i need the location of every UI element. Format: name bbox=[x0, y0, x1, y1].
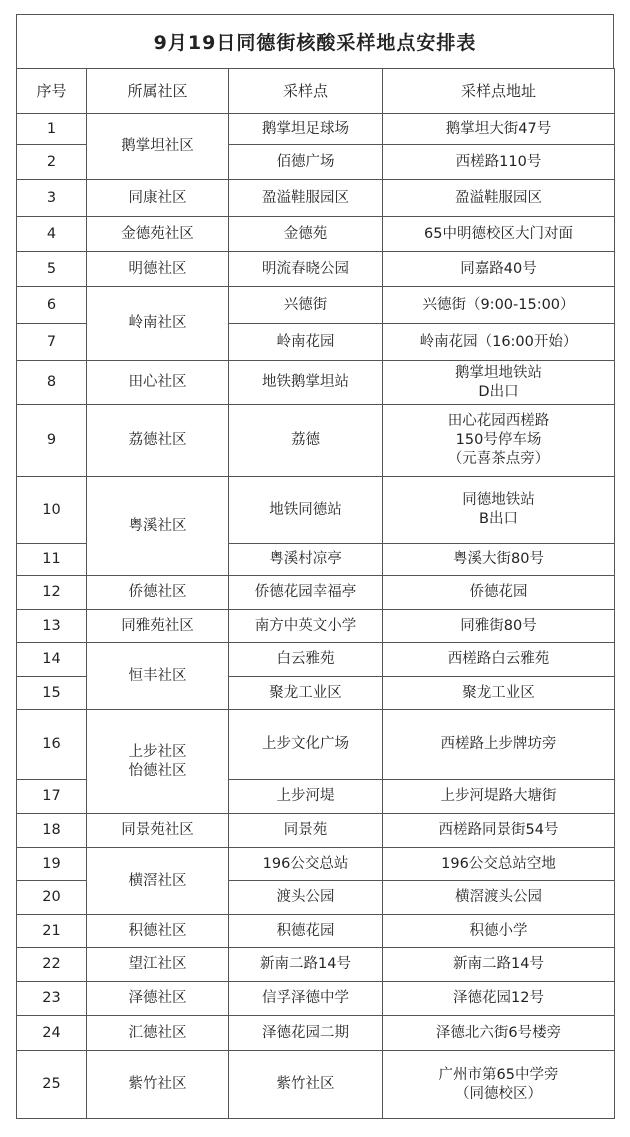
address-cell: 横滘渡头公园 bbox=[383, 881, 615, 915]
row-number: 15 bbox=[17, 677, 87, 710]
community-cell: 金德苑社区 bbox=[87, 217, 229, 252]
site-cell: 白云雅苑 bbox=[229, 643, 383, 677]
row-number: 10 bbox=[17, 477, 87, 544]
site-cell: 侨德花园幸福亭 bbox=[229, 576, 383, 610]
row-number: 3 bbox=[17, 180, 87, 217]
row-number: 2 bbox=[17, 145, 87, 180]
row-number: 6 bbox=[17, 287, 87, 324]
row-number: 18 bbox=[17, 814, 87, 848]
address-cell: 西槎路上步牌坊旁 bbox=[383, 710, 615, 780]
community-cell: 明德社区 bbox=[87, 252, 229, 287]
row-number: 14 bbox=[17, 643, 87, 677]
address-cell: 盈溢鞋服园区 bbox=[383, 180, 615, 217]
site-cell: 信孚泽德中学 bbox=[229, 982, 383, 1016]
address-cell: 兴德街（9:00-15:00） bbox=[383, 287, 615, 324]
table-row bbox=[17, 477, 615, 544]
site-cell: 196公交总站 bbox=[229, 848, 383, 881]
community-cell: 恒丰社区 bbox=[87, 643, 229, 710]
table-row bbox=[17, 180, 615, 217]
address-cell: 泽德花园12号 bbox=[383, 982, 615, 1016]
site-cell: 鹅掌坦足球场 bbox=[229, 114, 383, 145]
address-cell: 广州市第65中学旁 （同德校区） bbox=[383, 1051, 615, 1119]
table-row bbox=[17, 710, 615, 780]
address-cell: 西槎路白云雅苑 bbox=[383, 643, 615, 677]
row-number: 9 bbox=[17, 405, 87, 477]
site-cell: 同景苑 bbox=[229, 814, 383, 848]
row-number: 24 bbox=[17, 1016, 87, 1051]
site-cell: 地铁鹅掌坦站 bbox=[229, 361, 383, 405]
row-number: 5 bbox=[17, 252, 87, 287]
site-cell: 紫竹社区 bbox=[229, 1051, 383, 1119]
site-cell: 渡头公园 bbox=[229, 881, 383, 915]
address-cell: 196公交总站空地 bbox=[383, 848, 615, 881]
address-cell: 粤溪大街80号 bbox=[383, 544, 615, 576]
row-number: 23 bbox=[17, 982, 87, 1016]
site-cell: 明流春晓公园 bbox=[229, 252, 383, 287]
community-cell: 积德社区 bbox=[87, 915, 229, 948]
address-cell: 田心花园西槎路 150号停车场 （元喜茶点旁） bbox=[383, 405, 615, 477]
address-cell: 积德小学 bbox=[383, 915, 615, 948]
header-community: 所属社区 bbox=[87, 69, 229, 114]
site-cell: 兴德街 bbox=[229, 287, 383, 324]
table-row bbox=[17, 576, 615, 610]
community-cell: 鹅掌坦社区 bbox=[87, 114, 229, 180]
address-cell: 泽德北六街6号楼旁 bbox=[383, 1016, 615, 1051]
community-cell: 岭南社区 bbox=[87, 287, 229, 361]
site-cell: 岭南花园 bbox=[229, 324, 383, 361]
site-cell: 新南二路14号 bbox=[229, 948, 383, 982]
header-no: 序号 bbox=[17, 69, 87, 114]
community-cell: 田心社区 bbox=[87, 361, 229, 405]
community-cell: 荔德社区 bbox=[87, 405, 229, 477]
address-cell: 同雅街80号 bbox=[383, 610, 615, 643]
table-row bbox=[17, 252, 615, 287]
table-row bbox=[17, 643, 615, 677]
row-number: 7 bbox=[17, 324, 87, 361]
address-cell: 鹅掌坦地铁站 D出口 bbox=[383, 361, 615, 405]
header-row bbox=[17, 69, 615, 114]
site-cell: 泽德花园二期 bbox=[229, 1016, 383, 1051]
header-address: 采样点地址 bbox=[383, 69, 615, 114]
site-cell: 上步文化广场 bbox=[229, 710, 383, 780]
table-row bbox=[17, 610, 615, 643]
address-cell: 新南二路14号 bbox=[383, 948, 615, 982]
table-row bbox=[17, 114, 615, 145]
row-number: 25 bbox=[17, 1051, 87, 1119]
site-cell: 盈溢鞋服园区 bbox=[229, 180, 383, 217]
community-cell: 同景苑社区 bbox=[87, 814, 229, 848]
community-cell: 同雅苑社区 bbox=[87, 610, 229, 643]
table-row bbox=[17, 948, 615, 982]
row-number: 12 bbox=[17, 576, 87, 610]
row-number: 8 bbox=[17, 361, 87, 405]
table-row bbox=[17, 848, 615, 881]
row-number: 16 bbox=[17, 710, 87, 780]
address-cell: 上步河堤路大塘街 bbox=[383, 780, 615, 814]
table-row bbox=[17, 915, 615, 948]
community-cell: 泽德社区 bbox=[87, 982, 229, 1016]
table-row bbox=[17, 1051, 615, 1119]
site-cell: 积德花园 bbox=[229, 915, 383, 948]
site-cell: 南方中英文小学 bbox=[229, 610, 383, 643]
row-number: 19 bbox=[17, 848, 87, 881]
row-number: 11 bbox=[17, 544, 87, 576]
address-cell: 西槎路110号 bbox=[383, 145, 615, 180]
site-cell: 聚龙工业区 bbox=[229, 677, 383, 710]
address-cell: 侨德花园 bbox=[383, 576, 615, 610]
site-cell: 粤溪村凉亭 bbox=[229, 544, 383, 576]
table-row bbox=[17, 361, 615, 405]
community-cell: 粤溪社区 bbox=[87, 477, 229, 576]
table-title: 9月19日同德街核酸采样地点安排表 bbox=[16, 14, 614, 68]
table-row bbox=[17, 217, 615, 252]
address-cell: 西槎路同景街54号 bbox=[383, 814, 615, 848]
table-row bbox=[17, 405, 615, 477]
community-cell: 汇德社区 bbox=[87, 1016, 229, 1051]
row-number: 20 bbox=[17, 881, 87, 915]
community-cell: 望江社区 bbox=[87, 948, 229, 982]
site-cell: 上步河堤 bbox=[229, 780, 383, 814]
community-cell: 侨德社区 bbox=[87, 576, 229, 610]
row-number: 1 bbox=[17, 114, 87, 145]
community-cell: 横滘社区 bbox=[87, 848, 229, 915]
table-row bbox=[17, 1016, 615, 1051]
site-cell: 金德苑 bbox=[229, 217, 383, 252]
header-site: 采样点 bbox=[229, 69, 383, 114]
row-number: 4 bbox=[17, 217, 87, 252]
table-row bbox=[17, 287, 615, 324]
table-row bbox=[17, 982, 615, 1016]
address-cell: 鹅掌坦大街47号 bbox=[383, 114, 615, 145]
row-number: 22 bbox=[17, 948, 87, 982]
row-number: 13 bbox=[17, 610, 87, 643]
address-cell: 同嘉路40号 bbox=[383, 252, 615, 287]
community-cell: 同康社区 bbox=[87, 180, 229, 217]
row-number: 17 bbox=[17, 780, 87, 814]
sampling-schedule-table bbox=[16, 68, 615, 1119]
address-cell: 65中明德校区大门对面 bbox=[383, 217, 615, 252]
site-cell: 荔德 bbox=[229, 405, 383, 477]
community-cell: 紫竹社区 bbox=[87, 1051, 229, 1119]
address-cell: 岭南花园（16:00开始） bbox=[383, 324, 615, 361]
address-cell: 聚龙工业区 bbox=[383, 677, 615, 710]
address-cell: 同德地铁站 B出口 bbox=[383, 477, 615, 544]
community-cell: 上步社区 怡德社区 bbox=[87, 710, 229, 814]
site-cell: 佰德广场 bbox=[229, 145, 383, 180]
table-row bbox=[17, 814, 615, 848]
row-number: 21 bbox=[17, 915, 87, 948]
site-cell: 地铁同德站 bbox=[229, 477, 383, 544]
